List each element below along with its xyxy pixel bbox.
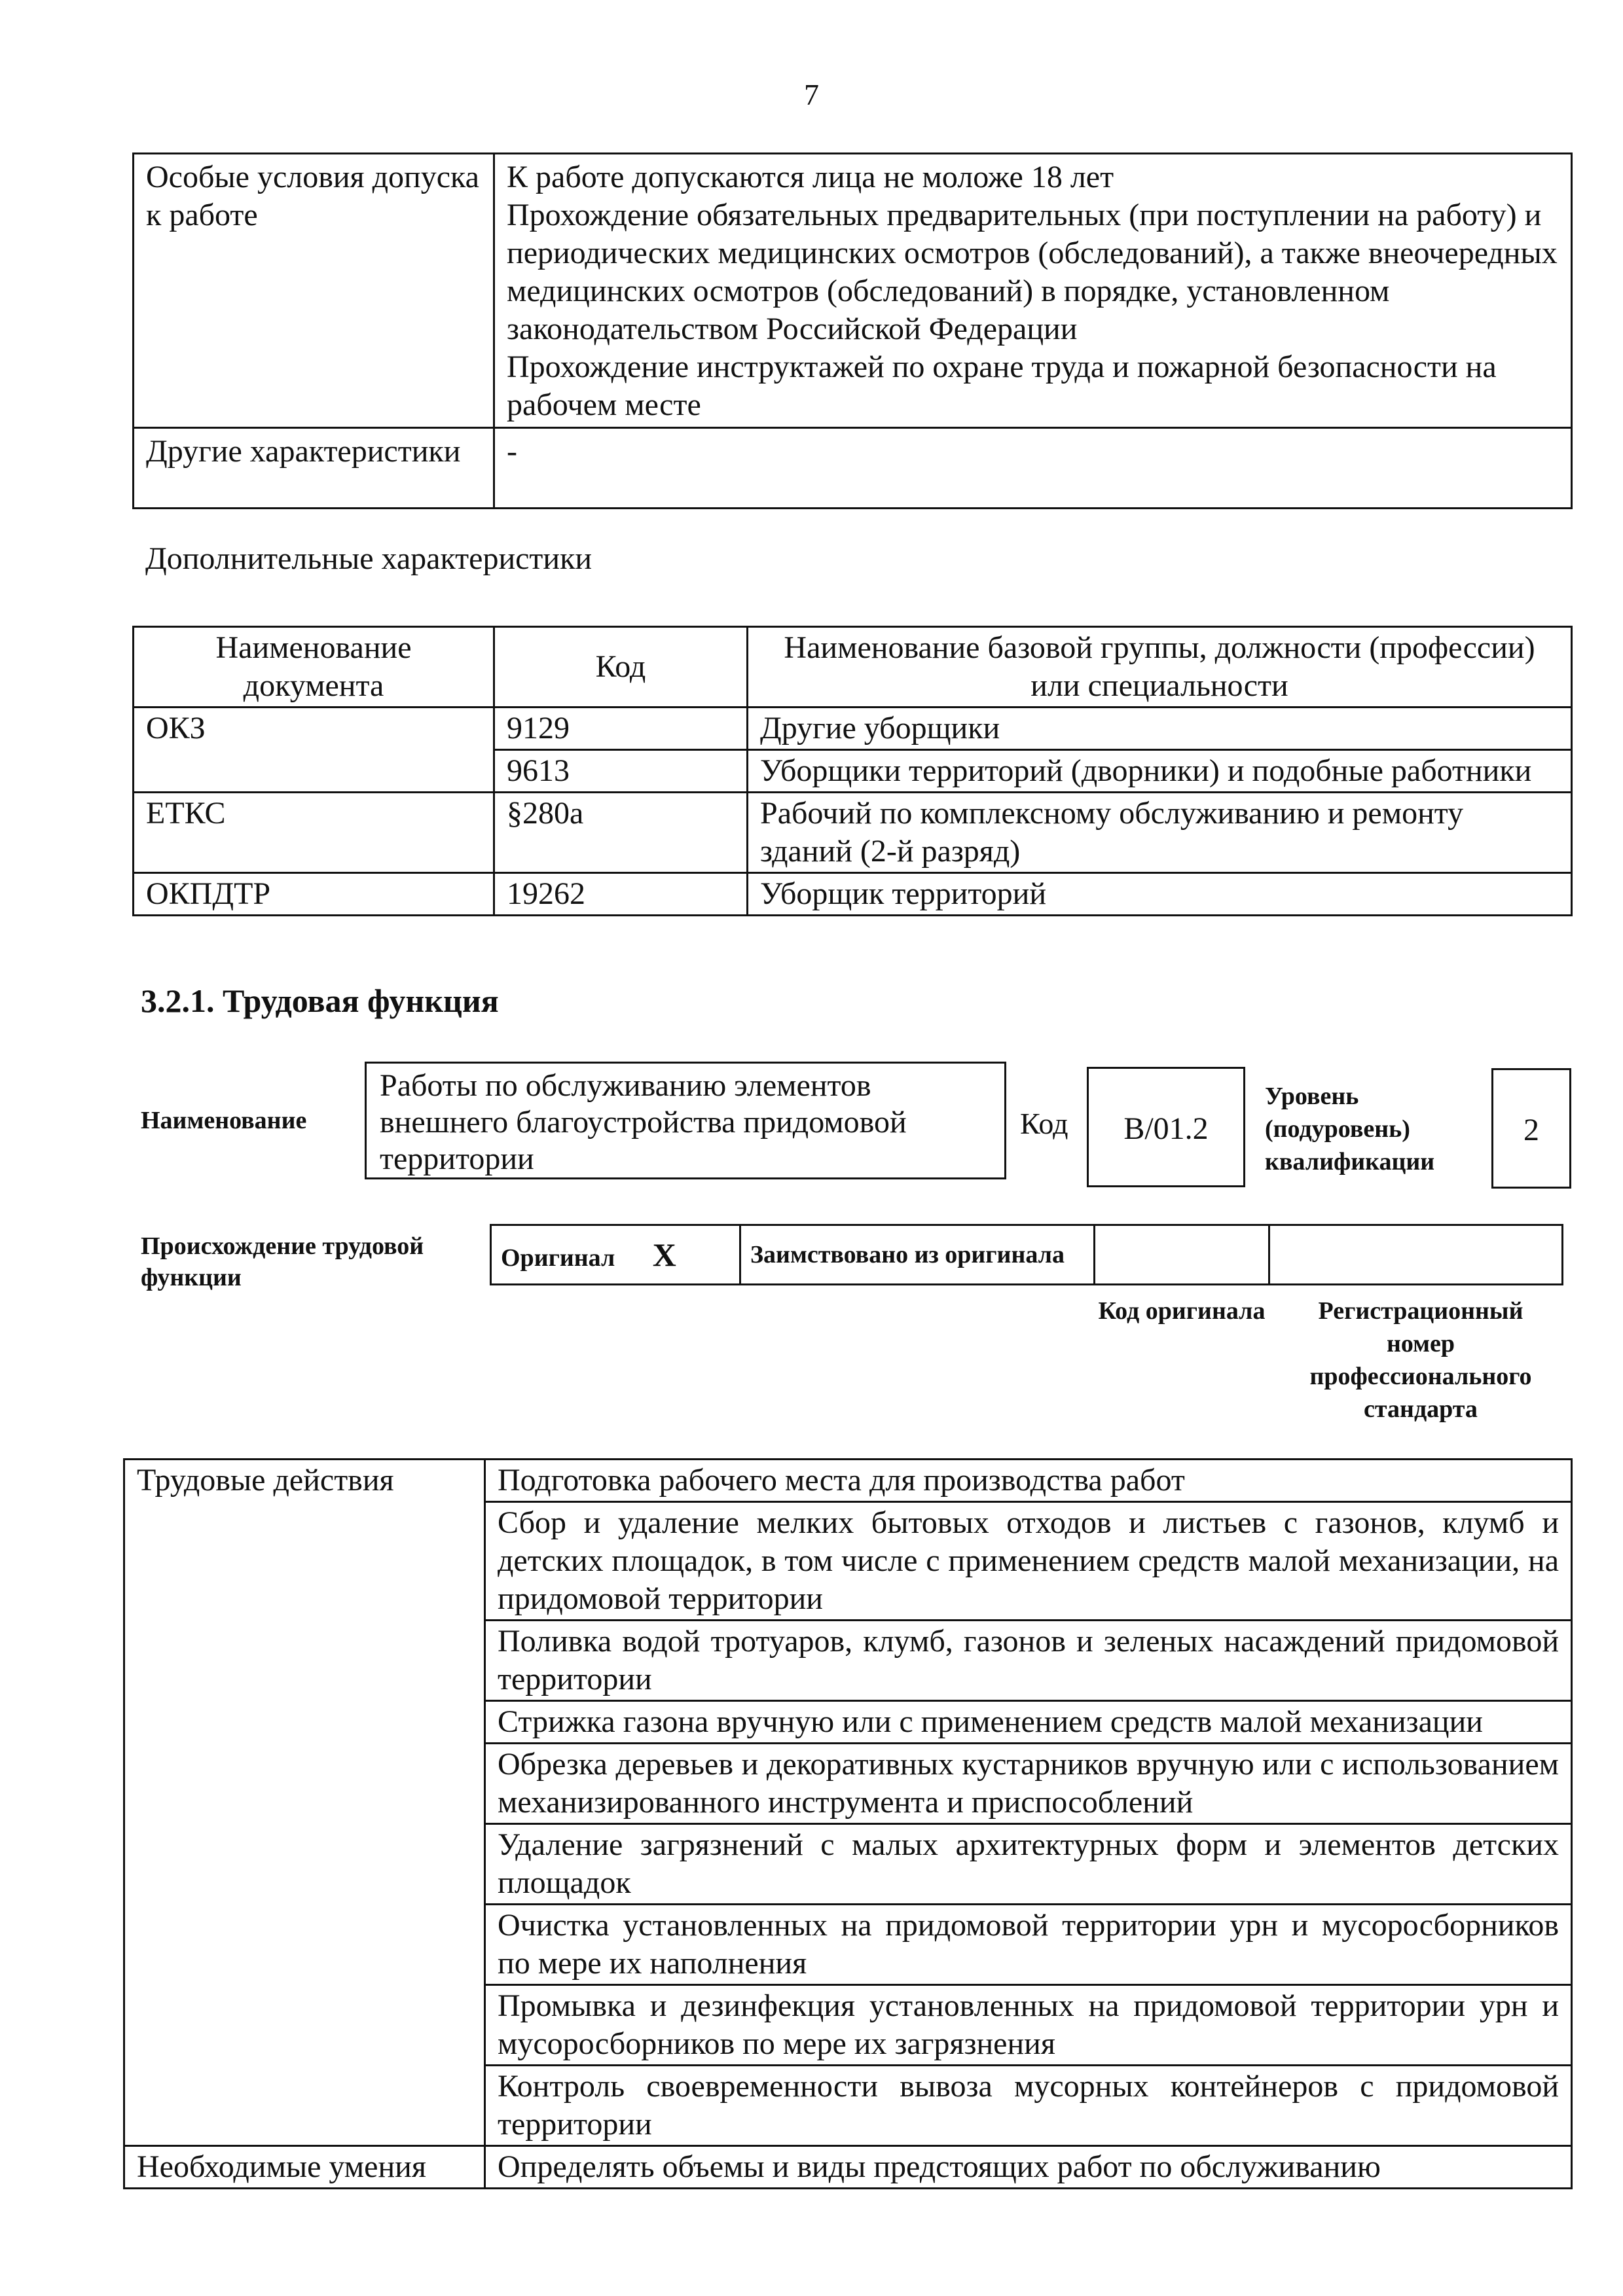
origin-table: [490, 1224, 1563, 1285]
name-cell: Рабочий по комплексному обслуживанию и ремонту зданий (2-й разряд): [748, 793, 1572, 873]
table-row: [491, 1225, 1563, 1285]
row-value: -: [494, 428, 1572, 509]
condition-line: Прохождение обязательных предварительных (при поступлении на работу) и периодических медицинских осмотров (обследований), а также внеочередных медицинских осмотров (обследований) в порядке, установленном законодательством Российской Федерации: [507, 198, 1558, 346]
name-label: Наименование: [141, 1107, 307, 1134]
doc-cell: ЕТКС: [134, 793, 494, 873]
row-label: Особые условия допуска к работе: [134, 154, 494, 428]
original-cell: [491, 1225, 740, 1285]
doc-cell: ОКПДТР: [134, 873, 494, 916]
header-cell: Код: [494, 627, 748, 708]
action-item: Подготовка рабочего места для производства работ: [485, 1460, 1572, 1502]
code-label: Код: [1020, 1107, 1068, 1140]
table-row: [124, 1460, 1572, 1502]
section-title: 3.2.1. Трудовая функция: [141, 982, 499, 1019]
additional-table: [132, 626, 1573, 916]
action-item: Очистка установленных на придомовой территории урн и мусоросборников по мере их наполнения: [485, 1905, 1572, 1985]
condition-line: К работе допускаются лица не моложе 18 лет: [507, 160, 1114, 194]
code-cell: 9613: [494, 750, 748, 793]
doc-cell: ОКЗ: [134, 708, 494, 793]
code-cell: 19262: [494, 873, 748, 916]
action-item: Поливка водой тротуаров, клумб, газонов и зеленых насаждений придомовой территории: [485, 1621, 1572, 1701]
additional-title: Дополнительные характеристики: [145, 541, 593, 576]
code-value-box: B/01.2: [1087, 1067, 1245, 1187]
skill-item: Определять объемы и виды предстоящих работ по обслуживанию: [485, 2146, 1572, 2189]
name-cell: Уборщики территорий (дворники) и подобные работники: [748, 750, 1572, 793]
actions-label: Трудовые действия: [124, 1460, 485, 2146]
action-item: Стрижка газона вручную или с применением средств малой механизации: [485, 1701, 1572, 1744]
name-cell: Другие уборщики: [748, 708, 1572, 750]
code-cell: 9129: [494, 708, 748, 750]
code-cell: §280а: [494, 793, 748, 873]
table-row: [134, 708, 1572, 750]
reg-number-cell: [1269, 1225, 1563, 1285]
orig-code-cell: [1095, 1225, 1269, 1285]
conditions-table: [132, 152, 1573, 509]
name-cell: Уборщик территорий: [748, 873, 1572, 916]
action-item: Удаление загрязнений с малых архитектурных форм и элементов детских площадок: [485, 1824, 1572, 1905]
original-mark: X: [652, 1236, 676, 1273]
action-item: Сбор и удаление мелких бытовых отходов и листьев с газонов, клумб и детских площадок, в том числе с применением средств малой механизации, на придомовой территории: [485, 1502, 1572, 1621]
level-value-box: 2: [1491, 1068, 1571, 1189]
table-row: [134, 154, 1572, 428]
skills-label: Необходимые умения: [124, 2146, 485, 2189]
action-item: Контроль своевременности вывоза мусорных контейнеров с придомовой территории: [485, 2066, 1572, 2146]
header-cell: Наименование базовой группы, должности (профессии) или специальности: [748, 627, 1572, 708]
action-item: Обрезка деревьев и декоративных кустарников вручную или с использованием механизированного инструмента и приспособлений: [485, 1744, 1572, 1824]
row-label: Другие характеристики: [134, 428, 494, 509]
row-value: [494, 154, 1572, 428]
table-row: [134, 793, 1572, 873]
original-label: Оригинал: [501, 1244, 615, 1272]
page-number: 7: [804, 78, 819, 111]
table-row: [134, 873, 1572, 916]
orig-code-caption: Код оригинала: [1098, 1297, 1266, 1325]
table-row: [124, 2146, 1572, 2189]
table-header-row: [134, 627, 1572, 708]
actions-table: [123, 1458, 1573, 2189]
action-item: Промывка и дезинфекция установленных на придомовой территории урн и мусоросборников по мере их загрязнения: [485, 1985, 1572, 2066]
table-row: [134, 428, 1572, 509]
origin-label: Происхождение трудовой функции: [141, 1232, 424, 1291]
level-label: Уровень (подуровень) квалификации: [1265, 1083, 1435, 1175]
function-name-box: Работы по обслуживанию элементов внешнего благоустройства придомовой территории: [365, 1062, 1006, 1179]
header-cell: Наименование документа: [134, 627, 494, 708]
condition-line: Прохождение инструктажей по охране труда и пожарной безопасности на рабочем месте: [507, 350, 1497, 422]
reg-number-caption: Регистрационный номер профессионального стандарта: [1309, 1297, 1532, 1423]
borrowed-cell: Заимствовано из оригинала: [740, 1225, 1095, 1285]
